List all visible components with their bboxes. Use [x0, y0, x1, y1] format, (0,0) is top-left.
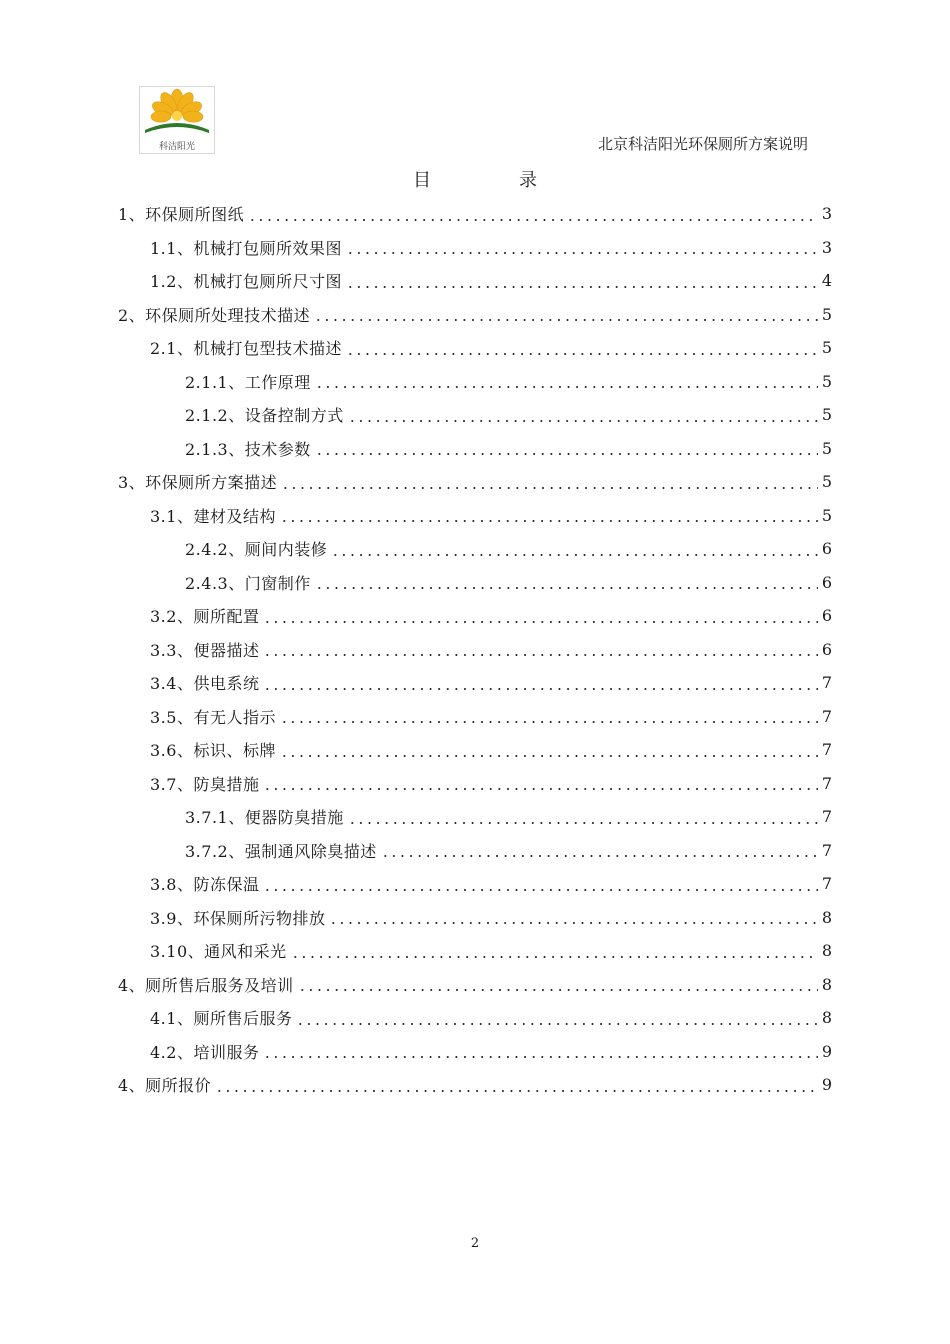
toc-dot-leader	[346, 286, 818, 288]
toc-entry[interactable]	[0, 666, 950, 700]
toc-entry[interactable]	[0, 298, 950, 332]
toc-entry-label: 2、环保厕所处理技术描述	[118, 305, 311, 325]
toc-entry-page: 3	[821, 204, 832, 224]
toc-heading-right: 录	[519, 170, 537, 191]
toc-dot-leader	[329, 922, 817, 924]
toc-entry-page: 7	[821, 740, 832, 760]
toc-entry-label: 2.1.2、设备控制方式	[185, 406, 344, 426]
toc-entry[interactable]	[0, 532, 950, 566]
toc-heading-left: 目	[413, 170, 431, 191]
toc-entry[interactable]	[0, 800, 950, 834]
document-title: 北京科洁阳光环保厕所方案说明	[597, 135, 808, 153]
toc-dot-leader	[381, 855, 818, 857]
toc-entry[interactable]	[0, 264, 950, 298]
toc-entry[interactable]	[0, 968, 950, 1002]
toc-entry-label: 2.1.1、工作原理	[185, 372, 311, 392]
toc-entry-page: 7	[821, 840, 832, 860]
toc-entry-page: 8	[821, 1008, 832, 1028]
toc-entry-label: 1.2、机械打包厕所尺寸图	[150, 272, 342, 292]
toc-entry[interactable]	[0, 1001, 950, 1035]
toc-entry-label: 2.4.2、厕间内装修	[185, 540, 328, 560]
toc-entry[interactable]	[0, 633, 950, 667]
toc-dot-leader	[315, 453, 818, 455]
toc-entry[interactable]	[0, 700, 950, 734]
toc-entry[interactable]	[0, 231, 950, 265]
toc-entry-page: 7	[821, 874, 832, 894]
toc-dot-leader	[280, 755, 818, 757]
toc-entry[interactable]	[0, 499, 950, 533]
company-logo	[139, 86, 215, 154]
toc-dot-leader	[263, 889, 817, 891]
toc-entry-page: 5	[821, 472, 832, 492]
toc-entry-label: 2.1.3、技术参数	[185, 439, 311, 459]
toc-dot-leader	[263, 654, 817, 656]
toc-dot-leader	[263, 688, 817, 690]
toc-dot-leader	[215, 1090, 818, 1092]
toc-dot-leader	[263, 1056, 817, 1058]
toc-entry[interactable]	[0, 1068, 950, 1102]
toc-entry[interactable]	[0, 599, 950, 633]
toc-entry-page: 7	[821, 706, 832, 726]
toc-entry[interactable]	[0, 867, 950, 901]
toc-heading	[0, 166, 950, 192]
toc-entry-page: 6	[821, 639, 832, 659]
toc-entry-page: 9	[821, 1075, 832, 1095]
toc-entry-page: 5	[821, 371, 832, 391]
toc-entry[interactable]	[0, 934, 950, 968]
toc-dot-leader	[348, 822, 818, 824]
toc-entry-label: 3.4、供电系统	[150, 674, 260, 694]
toc-entry-label: 3.3、便器描述	[150, 640, 260, 660]
toc-entry-label: 2.1、机械打包型技术描述	[150, 339, 342, 359]
logo-text: 科洁阳光	[158, 142, 195, 152]
page-number: 2	[470, 1236, 480, 1251]
toc-entry-page: 8	[821, 974, 832, 994]
toc-entry[interactable]	[0, 331, 950, 365]
toc-entry-label: 4、厕所报价	[118, 1076, 212, 1096]
toc-dot-leader	[296, 1023, 817, 1025]
toc-entry-label: 4、厕所售后服务及培训	[118, 975, 294, 995]
toc-entry-label: 2.4.3、门窗制作	[185, 573, 311, 593]
toc-entry[interactable]	[0, 1035, 950, 1069]
toc-entry-label: 4.1、厕所售后服务	[150, 1009, 293, 1029]
toc-entry-label: 3.7.2、强制通风除臭描述	[185, 841, 377, 861]
toc-entry-label: 3、环保厕所方案描述	[118, 473, 278, 493]
toc-entry-label: 1.1、机械打包厕所效果图	[150, 238, 342, 258]
toc-entry[interactable]	[0, 566, 950, 600]
toc-entry-label: 3.7.1、便器防臭措施	[185, 808, 344, 828]
toc-entry-page: 5	[821, 405, 832, 425]
toc-entry-page: 5	[821, 304, 832, 324]
toc-entry-page: 8	[821, 941, 832, 961]
toc-entry-page: 7	[821, 807, 832, 827]
toc-entry-page: 4	[821, 271, 832, 291]
toc-dot-leader	[346, 252, 818, 254]
toc-entry-page: 7	[821, 773, 832, 793]
toc-dot-leader	[298, 989, 818, 991]
toc-dot-leader	[280, 520, 818, 522]
toc-dot-leader	[346, 353, 818, 355]
toc-entry-page: 6	[821, 606, 832, 626]
toc-entry-label: 3.9、环保厕所污物排放	[150, 908, 326, 928]
toc-entry[interactable]	[0, 398, 950, 432]
toc-entry-page: 7	[821, 673, 832, 693]
toc-entry-page: 8	[821, 907, 832, 927]
toc-dot-leader	[291, 956, 818, 958]
toc-entry[interactable]	[0, 465, 950, 499]
toc-entry-page: 5	[821, 438, 832, 458]
toc-dot-leader	[263, 621, 817, 623]
toc-entry-label: 3.6、标识、标牌	[150, 741, 276, 761]
toc-entry-label: 1、环保厕所图纸	[118, 205, 245, 225]
toc-entry-page: 5	[821, 338, 832, 358]
toc-entry-label: 3.2、厕所配置	[150, 607, 260, 627]
toc-entry[interactable]	[0, 901, 950, 935]
toc-dot-leader	[248, 219, 818, 221]
toc-entry[interactable]	[0, 197, 950, 231]
toc-dot-leader	[314, 319, 818, 321]
toc-entry-page: 6	[821, 572, 832, 592]
toc-entry-page: 6	[821, 539, 832, 559]
toc-entry-page: 9	[821, 1041, 832, 1061]
toc-entry-label: 3.10、通风和采光	[150, 942, 287, 962]
toc-entry[interactable]	[0, 767, 950, 801]
toc-entry[interactable]	[0, 733, 950, 767]
toc-dot-leader	[331, 554, 818, 556]
toc-entry-label: 3.1、建材及结构	[150, 506, 276, 526]
toc-entry[interactable]	[0, 432, 950, 466]
toc-entry[interactable]	[0, 834, 950, 868]
toc-dot-leader	[315, 386, 818, 388]
toc-dot-leader	[280, 721, 818, 723]
toc-entry-label: 3.8、防冻保温	[150, 875, 260, 895]
toc-entry-label: 3.7、防臭措施	[150, 774, 260, 794]
toc-entry-label: 3.5、有无人指示	[150, 707, 276, 727]
table-of-contents	[0, 197, 950, 1102]
toc-dot-leader	[348, 420, 818, 422]
toc-entry-page: 3	[821, 237, 832, 257]
toc-entry-page: 5	[821, 505, 832, 525]
toc-entry[interactable]	[0, 365, 950, 399]
toc-dot-leader	[315, 587, 818, 589]
toc-dot-leader	[281, 487, 818, 489]
toc-entry-label: 4.2、培训服务	[150, 1042, 260, 1062]
toc-dot-leader	[263, 788, 817, 790]
